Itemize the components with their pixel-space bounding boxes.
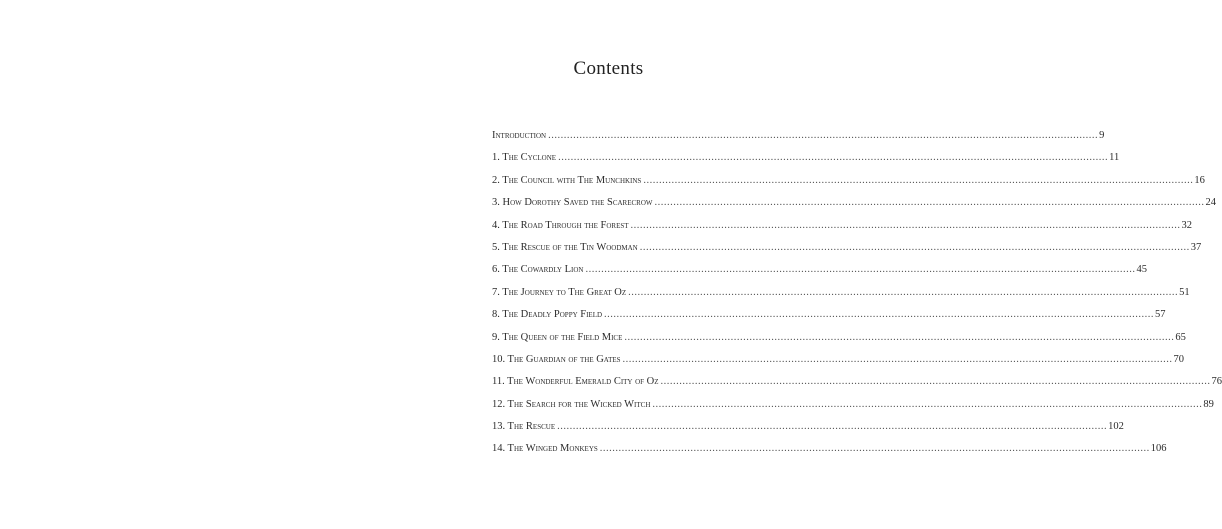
- toc-entry[interactable]: [492, 376, 1222, 398]
- toc-entry[interactable]: [492, 130, 1105, 152]
- toc-entry-title: 11. The Wonderful Emerald City of Oz: [492, 376, 659, 388]
- dot-leader: [600, 443, 1150, 454]
- toc-entry-title: 12. The Search for the Wicked Witch: [492, 398, 651, 410]
- toc-entry-page: 65: [1175, 331, 1186, 343]
- toc-entry-page: 11: [1109, 152, 1120, 164]
- toc-entry-page: 9: [1099, 130, 1105, 141]
- toc-entry-page: 70: [1173, 353, 1185, 365]
- toc-entry-page: 37: [1190, 241, 1202, 253]
- toc-entry[interactable]: [492, 286, 1190, 309]
- toc-entry-page: 45: [1136, 264, 1147, 276]
- dot-leader: [631, 220, 1181, 231]
- toc-entry-page: 16: [1194, 174, 1205, 186]
- toc-entry-page: 32: [1181, 219, 1193, 231]
- toc-entry-page: 24: [1205, 197, 1216, 209]
- dot-leader: [640, 242, 1190, 253]
- toc-entry-title: 13. The Rescue: [492, 421, 556, 433]
- dot-leader: [661, 376, 1211, 387]
- toc-entry[interactable]: [492, 398, 1214, 421]
- toc-entry-title: Introduction: [492, 130, 547, 141]
- toc-entry-title: 2. The Council with The Munchkins: [492, 174, 642, 186]
- toc-entry[interactable]: [492, 264, 1147, 286]
- toc-entry-page: 76: [1211, 376, 1222, 388]
- toc-entry[interactable]: [492, 353, 1185, 376]
- table-of-contents: [492, 130, 1222, 466]
- toc-entry[interactable]: [492, 309, 1166, 331]
- dot-leader: [652, 399, 1202, 410]
- dot-leader: [643, 175, 1193, 186]
- toc-entry-title: 4. The Road Through the Forest: [492, 219, 629, 231]
- toc-entry-title: 9. The Queen of the Field Mice: [492, 331, 623, 343]
- left-page-blank: [0, 0, 405, 529]
- toc-entry[interactable]: [492, 331, 1186, 354]
- toc-entry[interactable]: [492, 219, 1193, 242]
- toc-entry-page: 106: [1150, 443, 1167, 455]
- toc-entry-title: 8. The Deadly Poppy Field: [492, 309, 603, 321]
- toc-entry-title: 7. The Journey to The Great Oz: [492, 286, 627, 298]
- toc-entry-title: 6. The Cowardly Lion: [492, 264, 584, 276]
- right-page-contents: [405, 0, 1222, 529]
- dot-leader: [557, 421, 1107, 432]
- dot-leader: [655, 197, 1205, 208]
- dot-leader: [624, 332, 1174, 343]
- toc-entry[interactable]: [492, 197, 1216, 219]
- dot-leader: [628, 287, 1178, 298]
- dot-leader: [604, 309, 1154, 320]
- toc-entry-title: 1. The Cyclone: [492, 152, 557, 164]
- dot-leader: [548, 130, 1098, 141]
- toc-entry-title: 14. The Winged Monkeys: [492, 443, 598, 455]
- toc-entry-title: 10. The Guardian of the Gates: [492, 353, 621, 365]
- dot-leader: [623, 354, 1173, 365]
- toc-entry-page: 89: [1203, 398, 1214, 410]
- dot-leader: [585, 264, 1135, 275]
- toc-entry-page: 51: [1179, 286, 1190, 298]
- dot-leader: [558, 152, 1108, 163]
- toc-entry[interactable]: [492, 421, 1124, 443]
- toc-entry[interactable]: [492, 152, 1120, 174]
- toc-entry[interactable]: [492, 174, 1205, 197]
- toc-entry[interactable]: [492, 443, 1167, 465]
- toc-entry-title: 3. How Dorothy Saved the Scarecrow: [492, 197, 653, 209]
- toc-entry-page: 102: [1108, 421, 1124, 433]
- toc-entry-title: 5. The Rescue of the Tin Woodman: [492, 241, 638, 253]
- toc-entry-page: 57: [1155, 309, 1166, 321]
- toc-entry[interactable]: [492, 241, 1202, 264]
- page-title: Contents: [573, 58, 644, 79]
